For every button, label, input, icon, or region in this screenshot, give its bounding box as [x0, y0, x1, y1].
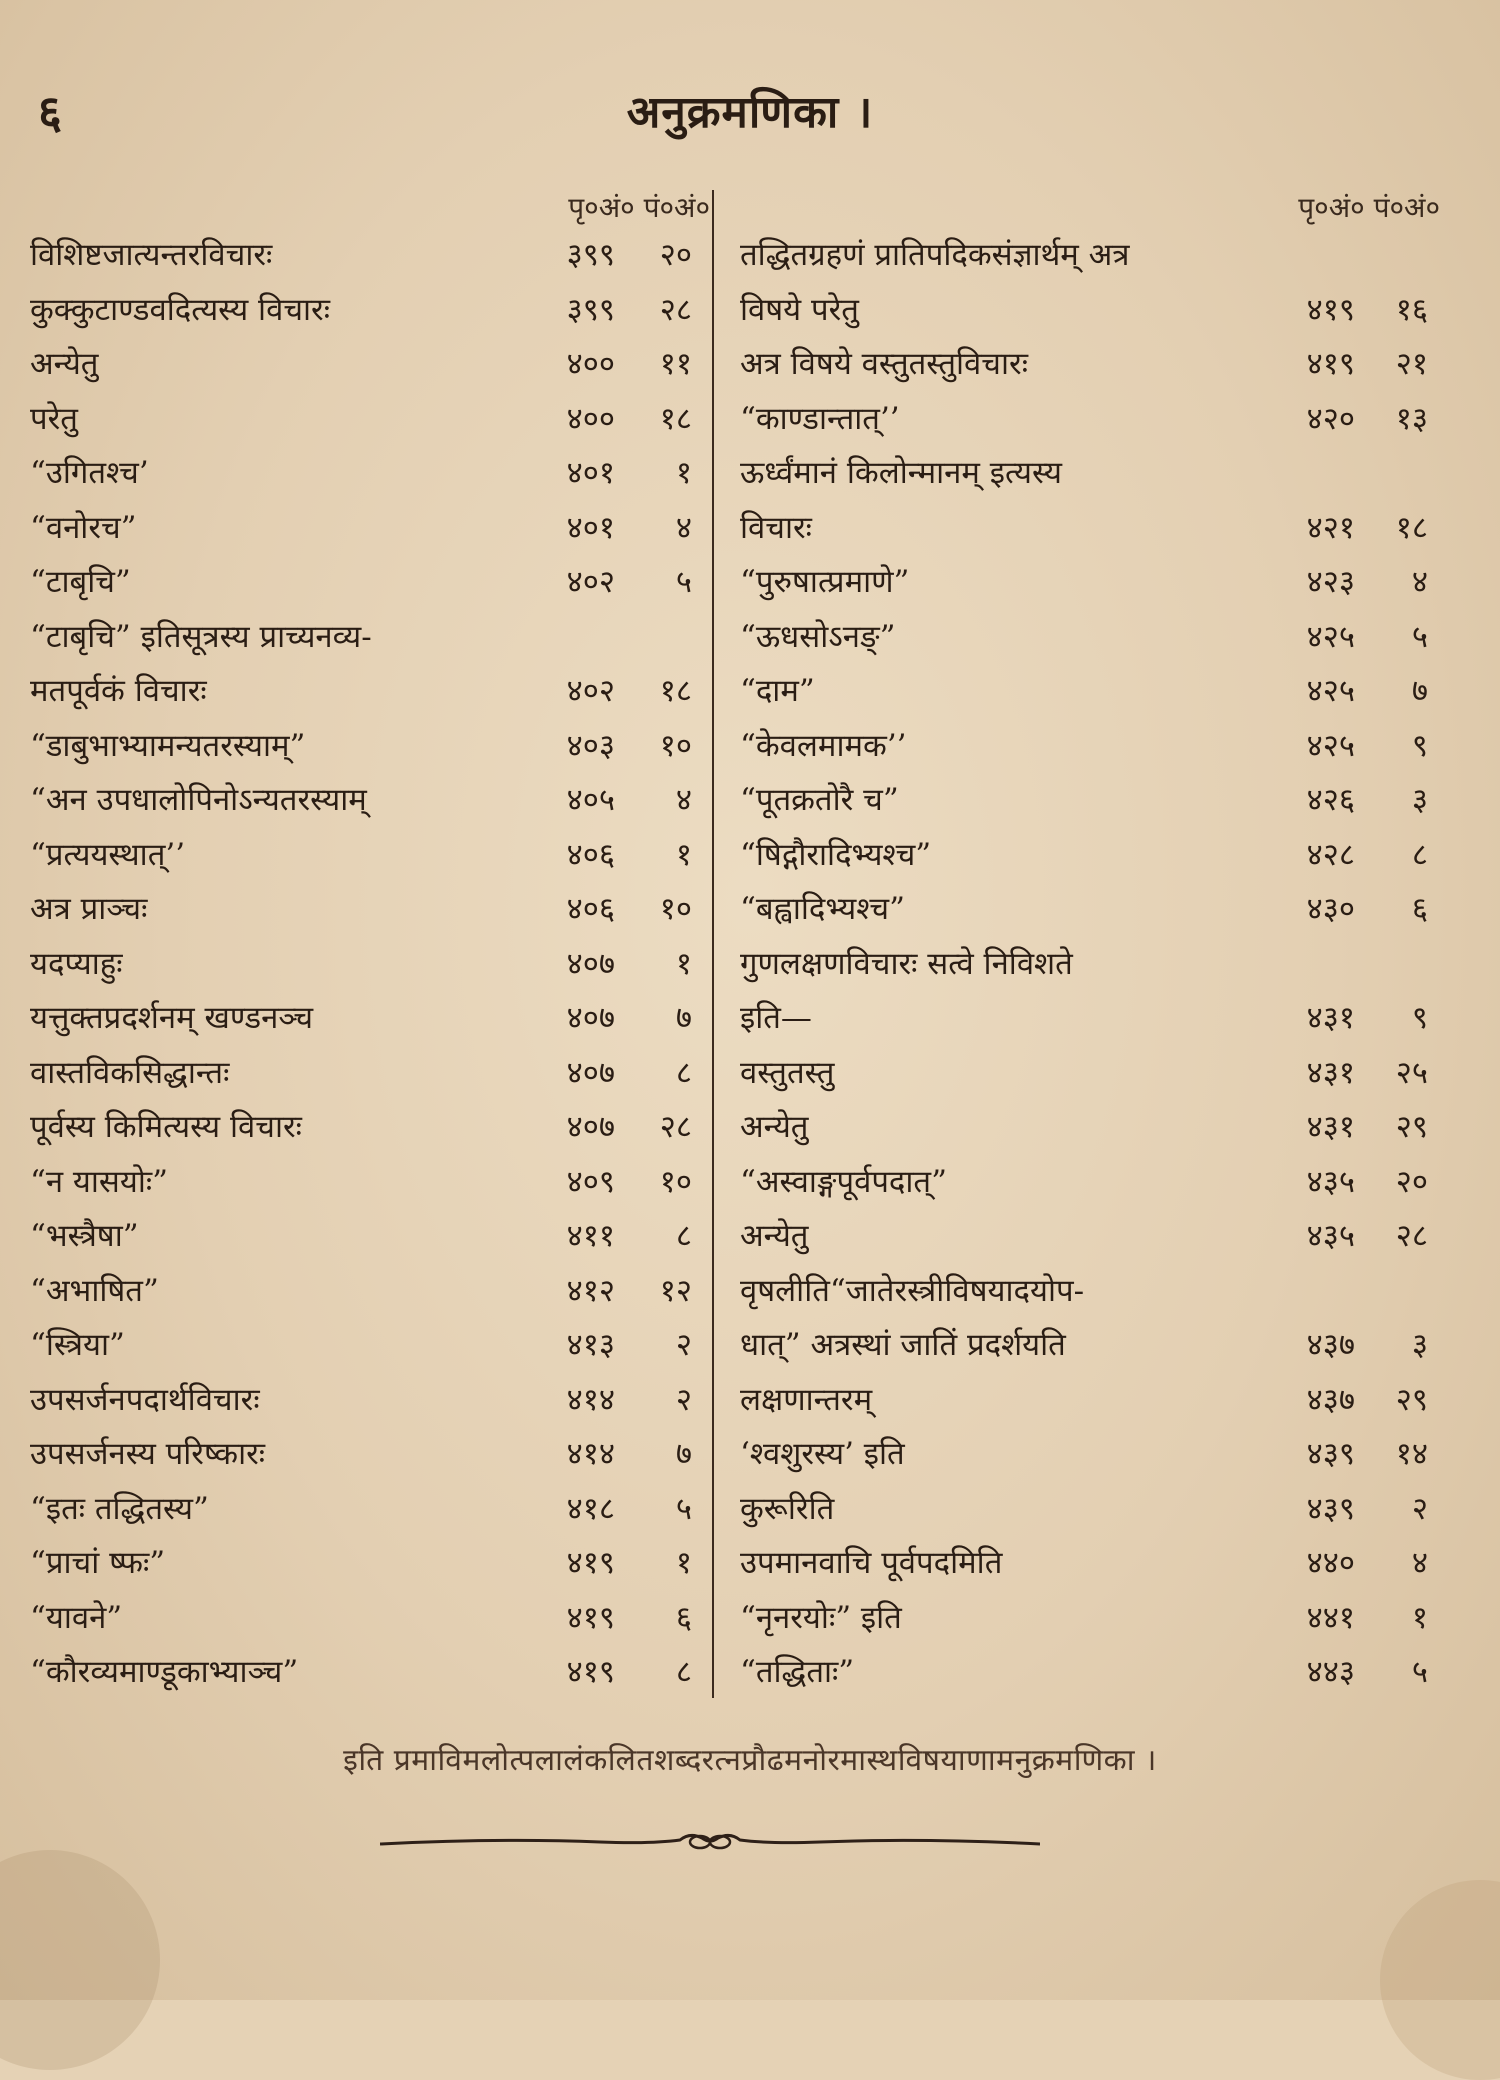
entry-line-number: ५: [1411, 1654, 1428, 1690]
entry-title: वास्तविकसिद्धान्तः: [30, 1054, 230, 1091]
entry-line-number: १०: [659, 1163, 692, 1200]
left-entry: [30, 1264, 710, 1319]
right-entry: [740, 1155, 1440, 1210]
entry-title: “बह्वादिभ्यश्च”: [740, 891, 905, 927]
entry-line-number: १: [1411, 1599, 1428, 1636]
entry-line-number: ५: [1411, 618, 1428, 655]
entry-line-number: ४: [1411, 1545, 1428, 1581]
entry-title: अन्येतु: [740, 1109, 809, 1145]
entry-title: “न यासयोः”: [30, 1163, 168, 1200]
right-column: [740, 182, 1440, 1700]
entry-page-number: ४२५: [1306, 673, 1355, 709]
right-entry: [740, 1209, 1440, 1264]
entry-line-number: २: [675, 1327, 692, 1363]
left-column: [30, 182, 710, 1700]
right-entry: [740, 937, 1440, 992]
entry-title: “स्त्रिया”: [30, 1327, 125, 1363]
entry-line-number: २८: [659, 1109, 692, 1145]
entry-line-number: १: [675, 455, 692, 491]
entry-line-number: २८: [1395, 1218, 1428, 1254]
entry-line-number: १: [675, 836, 692, 873]
left-entry: [30, 1318, 710, 1373]
right-entry: [740, 501, 1440, 556]
entry-title: अन्येतु: [740, 1218, 809, 1254]
right-entry: [740, 664, 1440, 719]
entry-line-number: ९: [1411, 1000, 1428, 1036]
right-entry: [740, 1645, 1440, 1700]
entry-title: “यावने”: [30, 1599, 123, 1636]
column-divider: [712, 190, 714, 1698]
left-entry: [30, 283, 710, 338]
entry-line-number: १: [675, 1545, 692, 1581]
entry-line-number: २९: [1395, 1109, 1428, 1145]
entry-title: अत्र विषये वस्तुतस्तुविचारः: [740, 346, 1028, 382]
entry-line-number: १४: [1395, 1436, 1428, 1472]
entry-page-number: ४१२: [566, 1272, 615, 1309]
entry-page-number: ४४१: [1306, 1599, 1355, 1636]
entry-title: “प्राचां ष्फः”: [30, 1545, 166, 1581]
right-entry-list: [740, 228, 1440, 1700]
entry-page-number: ४३७: [1306, 1327, 1355, 1363]
right-entry: [740, 828, 1440, 883]
entry-title: “भस्त्रैषा”: [30, 1218, 139, 1254]
right-column-header: [740, 182, 1440, 228]
entry-page-number: ४०२: [566, 564, 615, 600]
entry-page-number: ४३९: [1306, 1490, 1355, 1527]
left-entry: [30, 1427, 710, 1482]
entry-line-number: २१: [1395, 346, 1428, 382]
left-entry: [30, 228, 710, 283]
entry-line-number: ५: [675, 564, 692, 600]
entry-page-number: ४१३: [566, 1327, 615, 1363]
entry-title: परेतु: [30, 400, 78, 437]
right-entry: [740, 610, 1440, 665]
left-entry: [30, 1645, 710, 1700]
entry-title: “नृनरयोः” इति: [740, 1599, 902, 1636]
entry-page-number: ४०७: [566, 1000, 615, 1036]
left-entry: [30, 882, 710, 937]
left-entry: [30, 610, 710, 665]
left-entry: [30, 1155, 710, 1210]
left-entry: [30, 1209, 710, 1264]
right-column-header-label: पृ०अं० पं०अं०: [1298, 191, 1440, 224]
entry-title: विशिष्टजात्यन्तरविचारः: [30, 237, 273, 273]
entry-page-number: ४३९: [1306, 1436, 1355, 1472]
entry-title: “ऊधसोऽनङ्”: [740, 618, 896, 655]
left-entry: [30, 1373, 710, 1428]
entry-line-number: २: [1411, 1490, 1428, 1527]
entry-title: मतपूर्वकं विचारः: [30, 673, 207, 709]
entry-title: “प्रत्ययस्थात्’’: [30, 836, 186, 873]
entry-line-number: ४: [675, 782, 692, 818]
entry-page-number: ४१४: [566, 1381, 615, 1418]
left-entry: [30, 392, 710, 447]
entry-page-number: ४१९: [566, 1599, 615, 1636]
entry-line-number: ७: [675, 1436, 692, 1472]
entry-page-number: ४२६: [1306, 782, 1355, 818]
entry-page-number: ४०६: [566, 836, 615, 873]
entry-title: विचारः: [740, 509, 812, 546]
entry-line-number: २: [675, 1381, 692, 1418]
entry-page-number: ४१९: [566, 1545, 615, 1581]
left-entry: [30, 1591, 710, 1646]
entry-title: उपसर्जनस्य परिष्कारः: [30, 1436, 266, 1472]
entry-page-number: ४२५: [1306, 727, 1355, 764]
left-entry-list: [30, 228, 710, 1700]
entry-page-number: ४२३: [1306, 564, 1355, 600]
entry-title: “इतः तद्धितस्य”: [30, 1490, 209, 1527]
entry-line-number: ४: [675, 509, 692, 546]
entry-page-number: ४००: [566, 400, 615, 437]
entry-title: “अस्वाङ्गपूर्वपदात्”: [740, 1163, 947, 1200]
right-entry: [740, 446, 1440, 501]
entry-line-number: १८: [1395, 509, 1428, 546]
right-entry: [740, 1591, 1440, 1646]
entry-page-number: ४१९: [566, 1654, 615, 1690]
entry-page-number: ४०५: [566, 782, 615, 818]
page-title: अनुक्रमणिका ।: [626, 87, 874, 138]
entry-page-number: ४३१: [1306, 1109, 1355, 1145]
entry-title: कुक्कुटाण्डवदित्यस्य विचारः: [30, 291, 330, 328]
right-entry: [740, 1427, 1440, 1482]
entry-title: “टाबृचि”: [30, 564, 131, 600]
left-entry: [30, 1046, 710, 1101]
entry-title: “केवलमामक’’: [740, 727, 907, 764]
entry-page-number: ४३१: [1306, 1000, 1355, 1036]
left-entry: [30, 773, 710, 828]
right-entry: [740, 991, 1440, 1046]
entry-line-number: ६: [1411, 891, 1428, 927]
entry-line-number: ९: [1411, 727, 1428, 764]
left-column-header-label: पृ०अं० पं०अं०: [568, 191, 710, 224]
entry-title: गुणलक्षणविचारः सत्वे निविशते: [740, 945, 1073, 982]
entry-line-number: १६: [1395, 291, 1428, 328]
entry-page-number: ३९९: [566, 291, 615, 328]
entry-page-number: ४०३: [566, 727, 615, 764]
entry-title: विषये परेतु: [740, 291, 859, 328]
entry-page-number: ४०२: [566, 673, 615, 709]
page-number: ६: [38, 85, 62, 139]
entry-page-number: ४३५: [1306, 1218, 1355, 1254]
entry-page-number: ४४३: [1306, 1654, 1355, 1690]
right-entry: [740, 555, 1440, 610]
entry-page-number: ४२१: [1306, 509, 1355, 546]
entry-page-number: ४०७: [566, 945, 615, 982]
right-entry: [740, 773, 1440, 828]
left-entry: [30, 1100, 710, 1155]
entry-title: “टाबृचि” इतिसूत्रस्य प्राच्यनव्य-: [30, 618, 372, 655]
right-entry: [740, 882, 1440, 937]
entry-title: “डाबुभाभ्यामन्यतरस्याम्”: [30, 727, 306, 764]
entry-line-number: ८: [675, 1654, 692, 1690]
entry-page-number: ४११: [566, 1218, 615, 1254]
entry-title: कुरूरिति: [740, 1490, 835, 1527]
entry-title: वृषलीति“जातेरस्त्रीविषयादयोप-: [740, 1272, 1085, 1309]
left-column-header: [30, 182, 710, 228]
entry-title: उपसर्जनपदार्थविचारः: [30, 1381, 260, 1418]
ornament-divider: [380, 1822, 1040, 1862]
entry-title: “अभाषित”: [30, 1272, 159, 1309]
entry-title: “काण्डान्तात्’’: [740, 400, 900, 437]
entry-page-number: ४१९: [1306, 291, 1355, 328]
entry-line-number: १: [675, 945, 692, 982]
right-entry: [740, 1536, 1440, 1591]
left-entry: [30, 937, 710, 992]
entry-page-number: ४२८: [1306, 836, 1355, 873]
entry-line-number: २५: [1395, 1054, 1428, 1091]
entry-line-number: ३: [1411, 1327, 1428, 1363]
entry-title: अन्येतु: [30, 346, 99, 382]
entry-line-number: ४: [1411, 564, 1428, 600]
entry-page-number: ४०७: [566, 1109, 615, 1145]
entry-line-number: २८: [659, 291, 692, 328]
right-entry: [740, 719, 1440, 774]
entry-line-number: १०: [659, 727, 692, 764]
entry-title: अत्र प्राञ्चः: [30, 891, 148, 927]
right-entry: [740, 1318, 1440, 1373]
entry-line-number: १०: [659, 891, 692, 927]
left-entry: [30, 446, 710, 501]
entry-line-number: १२: [659, 1272, 692, 1309]
entry-title: “अन उपधालोपिनोऽन्यतरस्याम्: [30, 782, 367, 818]
entry-line-number: १८: [659, 673, 692, 709]
entry-title: वस्तुतस्तु: [740, 1054, 835, 1091]
right-entry: [740, 337, 1440, 392]
entry-page-number: ४०१: [566, 455, 615, 491]
entry-page-number: ३९९: [566, 237, 615, 273]
right-entry: [740, 392, 1440, 447]
right-entry: [740, 1373, 1440, 1428]
entry-line-number: ६: [675, 1599, 692, 1636]
entry-title: ऊर्ध्वंमानं किलोन्मानम् इत्यस्य: [740, 455, 1062, 491]
left-entry: [30, 828, 710, 883]
right-entry: [740, 1046, 1440, 1101]
entry-title: “कौरव्यमाण्डूकाभ्याञ्च”: [30, 1654, 299, 1690]
entry-line-number: १३: [1395, 400, 1428, 437]
entry-line-number: ७: [675, 1000, 692, 1036]
entry-title: धात्” अत्रस्थां जातिं प्रदर्शयति: [740, 1327, 1066, 1363]
left-entry: [30, 501, 710, 556]
entry-page-number: ४३१: [1306, 1054, 1355, 1091]
right-entry: [740, 1264, 1440, 1319]
left-entry: [30, 991, 710, 1046]
entry-title: “दाम”: [740, 673, 815, 709]
entry-page-number: ४०६: [566, 891, 615, 927]
entry-page-number: ४३०: [1306, 891, 1355, 927]
entry-line-number: ११: [659, 346, 692, 382]
entry-title: लक्षणान्तरम्: [740, 1381, 873, 1418]
entry-page-number: ४०७: [566, 1054, 615, 1091]
left-entry: [30, 1536, 710, 1591]
entry-line-number: २०: [1395, 1163, 1428, 1200]
left-entry: [30, 1482, 710, 1537]
entry-title: यत्तुक्तप्रदर्शनम् खण्डनञ्च: [30, 1000, 314, 1036]
entry-page-number: ४१९: [1306, 346, 1355, 382]
right-entry: [740, 228, 1440, 283]
entry-line-number: २०: [659, 237, 692, 273]
entry-page-number: ४१४: [566, 1436, 615, 1472]
entry-title: “षिद्गौरादिभ्यश्च”: [740, 836, 932, 873]
entry-page-number: ४२५: [1306, 618, 1355, 655]
left-entry: [30, 555, 710, 610]
entry-title: यदप्याहुः: [30, 945, 123, 982]
right-entry: [740, 1100, 1440, 1155]
entry-line-number: ७: [1411, 673, 1428, 709]
entry-page-number: ४३७: [1306, 1381, 1355, 1418]
entry-title: “पूतक्रतोरै च”: [740, 782, 899, 818]
entry-page-number: ४१८: [566, 1490, 615, 1527]
entry-page-number: ४२०: [1306, 400, 1355, 437]
colophon-line: इति प्रमाविमलोत्पलालंकलितशब्दरत्नप्रौढमनोरमास्थविषयाणामनुक्रमणिका ।: [343, 1743, 1157, 1778]
entry-line-number: ३: [1411, 782, 1428, 818]
left-entry: [30, 719, 710, 774]
left-entry: [30, 664, 710, 719]
entry-page-number: ४४०: [1306, 1545, 1355, 1581]
entry-title: “पुरुषात्प्रमाणे”: [740, 564, 910, 600]
entry-line-number: ८: [675, 1218, 692, 1254]
entry-title: पूर्वस्य किमित्यस्य विचारः: [30, 1109, 302, 1145]
entry-title: “तद्धिताः”: [740, 1654, 855, 1690]
entry-line-number: २९: [1395, 1381, 1428, 1418]
left-entry: [30, 337, 710, 392]
entry-title: “उगितश्च’: [30, 455, 149, 491]
entry-line-number: ८: [675, 1054, 692, 1091]
right-entry: [740, 283, 1440, 338]
entry-title: उपमानवाचि पूर्वपदमिति: [740, 1545, 1003, 1581]
entry-page-number: ४०१: [566, 509, 615, 546]
right-entry: [740, 1482, 1440, 1537]
entry-line-number: ८: [1411, 836, 1428, 873]
entry-title: इति—: [740, 1000, 812, 1036]
entry-page-number: ४००: [566, 346, 615, 382]
entry-page-number: ४३५: [1306, 1163, 1355, 1200]
entry-page-number: ४०९: [566, 1163, 615, 1200]
entry-line-number: १८: [659, 400, 692, 437]
entry-line-number: ५: [675, 1490, 692, 1527]
entry-title: ‘श्वशुरस्य’ इति: [740, 1436, 905, 1472]
entry-title: तद्धितग्रहणं प्रातिपदिकसंज्ञार्थम् अत्र: [740, 237, 1130, 273]
entry-title: “वनोरच”: [30, 509, 137, 546]
